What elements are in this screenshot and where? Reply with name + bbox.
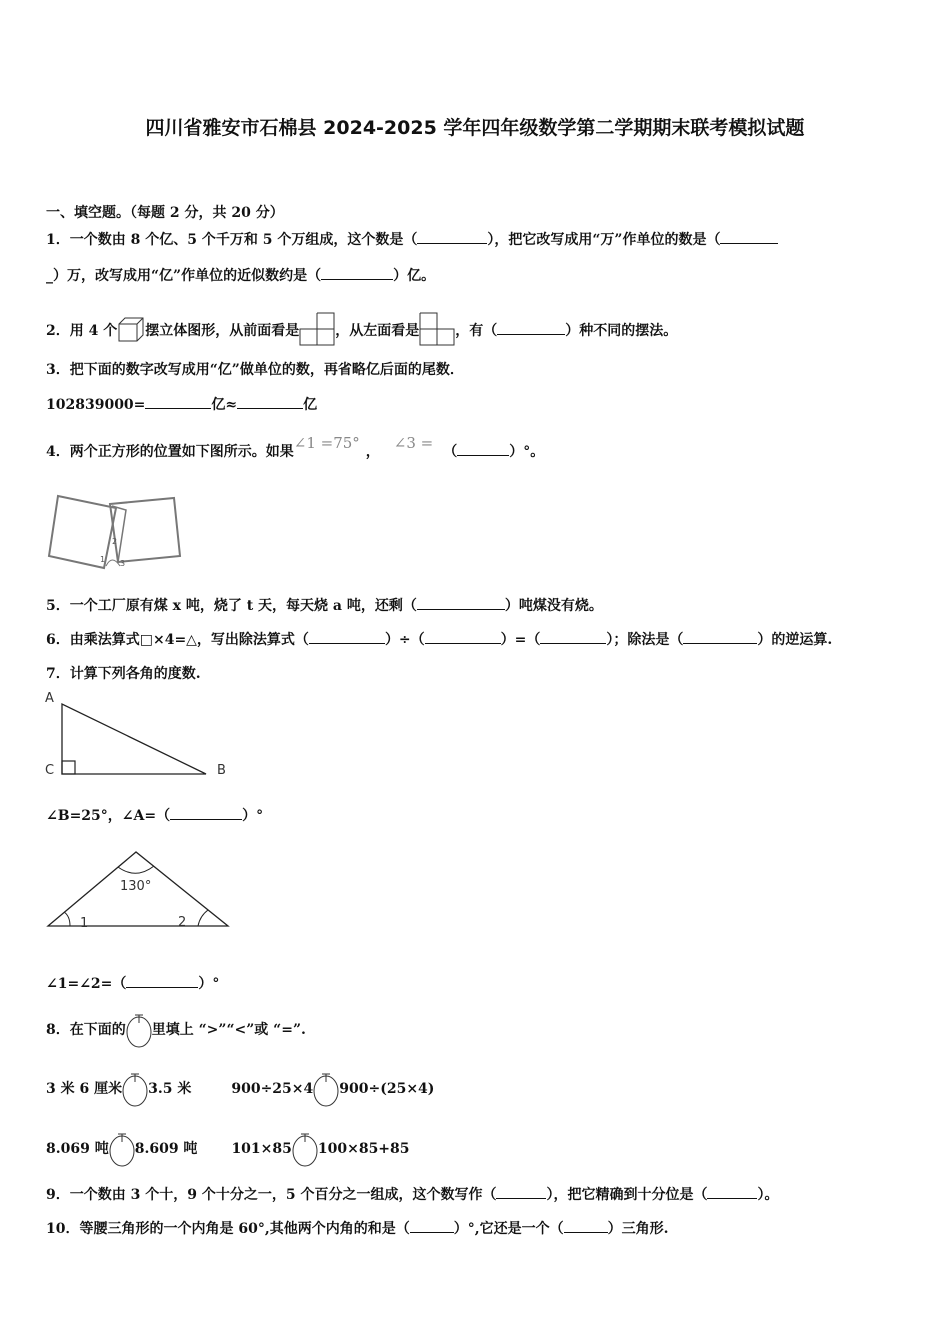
question-1-line-1 bbox=[46, 229, 778, 249]
answer-blank[interactable] bbox=[564, 1218, 608, 1233]
angle-label-1: 1 bbox=[100, 555, 106, 564]
q4-text-d: ）°。 bbox=[509, 444, 545, 460]
q1-text-a: 1．一个数由 8 个亿、5 个千万和 5 个万组成，这个数是（ bbox=[46, 232, 418, 248]
q10-text-a: 10．等腰三角形的一个内角是 60°,其他两个内角的和是（ bbox=[46, 1221, 410, 1237]
question-3: 3．把下面的数字改写成用“亿”做单位的数，再省略亿后面的尾数． bbox=[46, 362, 464, 378]
answer-blank[interactable] bbox=[683, 629, 757, 644]
q2-text-a: 2．用 4 个 bbox=[46, 323, 118, 339]
q6-text-d: ）；除法是（ bbox=[606, 632, 684, 648]
answer-blank[interactable] bbox=[321, 265, 393, 280]
q9-text-a: 9．一个数由 3 个十，9 个十分之一，5 个百分之一组成，这个数写作（ bbox=[46, 1187, 497, 1203]
q2-text-d: ，有（ bbox=[455, 323, 498, 339]
q1-text-c: _）万，改写成用“亿”作单位的近似数约是（ bbox=[46, 268, 322, 284]
q6-text-a: 6．由乘法算式□×4=△，写出除法算式（ bbox=[46, 632, 309, 648]
answer-blank[interactable] bbox=[497, 320, 565, 335]
question-8-row-2 bbox=[46, 1131, 410, 1167]
side-view-icon bbox=[419, 312, 455, 350]
q1-text-d: ）亿。 bbox=[393, 268, 436, 284]
q7-text-e: ）° bbox=[198, 976, 220, 992]
q10-text-b: ）°,它还是一个（ bbox=[453, 1221, 564, 1237]
q6-text-c: ）=（ bbox=[500, 632, 541, 648]
q9-text-c: ）。 bbox=[757, 1187, 779, 1203]
q3-number: 102839000= bbox=[46, 397, 146, 413]
q7-text-d: ∠1=∠2=（ bbox=[46, 976, 127, 992]
answer-blank[interactable] bbox=[309, 629, 385, 644]
angle-3-formula: ∠3 = bbox=[393, 434, 434, 452]
question-10 bbox=[46, 1218, 668, 1238]
q4-text-b: ， bbox=[365, 444, 380, 460]
q8-r2a: 8.069 吨 bbox=[46, 1141, 109, 1157]
q5-text-b: ）吨煤没有烧。 bbox=[504, 598, 603, 614]
answer-blank[interactable] bbox=[707, 1184, 757, 1199]
answer-blank[interactable] bbox=[410, 1218, 454, 1233]
q8-r1c: 900÷25×4 bbox=[231, 1081, 314, 1097]
answer-blank[interactable] bbox=[496, 1184, 546, 1199]
question-6 bbox=[46, 629, 832, 649]
angle-1-formula: ∠1 =75° bbox=[293, 434, 360, 452]
answer-blank[interactable] bbox=[457, 441, 509, 456]
q2-text-c: ，从左面看是 bbox=[335, 323, 420, 339]
vertex-label-a: A bbox=[45, 691, 54, 706]
question-4 bbox=[46, 434, 544, 461]
q4-text-a: 4．两个正方形的位置如下图所示。如果 bbox=[46, 444, 294, 460]
q4-text-c: （ bbox=[443, 444, 458, 460]
apex-angle-label: 130° bbox=[120, 879, 152, 894]
question-5 bbox=[46, 595, 603, 615]
answer-blank[interactable] bbox=[145, 394, 211, 409]
answer-blank[interactable] bbox=[720, 229, 778, 244]
q3-text-d: 亿 bbox=[303, 397, 318, 413]
question-8-row-1 bbox=[46, 1071, 434, 1107]
question-7: 7．计算下列各角的度数. bbox=[46, 666, 201, 682]
angle-label-2: 2 bbox=[112, 537, 118, 546]
answer-blank[interactable] bbox=[540, 629, 606, 644]
q8-r2b: 8.609 吨 bbox=[134, 1141, 198, 1157]
q7-text-c: ）° bbox=[242, 808, 264, 824]
right-triangle-figure bbox=[40, 688, 240, 787]
q9-text-b: ），把它精确到十分位是（ bbox=[546, 1187, 708, 1203]
answer-blank[interactable] bbox=[417, 229, 487, 244]
answer-blank[interactable] bbox=[425, 629, 501, 644]
answer-blank[interactable] bbox=[237, 394, 303, 409]
two-squares-figure bbox=[46, 492, 186, 576]
q8-r1a: 3 米 6 厘米 bbox=[46, 1081, 123, 1097]
question-7-part-1 bbox=[46, 805, 263, 825]
question-8 bbox=[46, 1012, 306, 1048]
q8-r2d: 100×85+85 bbox=[317, 1141, 410, 1157]
page-title: 四川省雅安市石棉县 2024-2025 学年四年级数学第二学期期末联考模拟试题 bbox=[145, 117, 805, 139]
q1-text-b: ），把它改写成用“万”作单位的数是（ bbox=[487, 232, 721, 248]
answer-blank[interactable] bbox=[417, 595, 505, 610]
q8-r1d: 900÷(25×4) bbox=[339, 1081, 435, 1097]
question-7-part-2 bbox=[46, 973, 219, 993]
q2-text-b: 摆立体图形，从前面看是 bbox=[145, 323, 300, 339]
question-9 bbox=[46, 1184, 778, 1204]
obtuse-triangle-figure bbox=[44, 846, 234, 935]
section-heading: 一、填空题。（每题 2 分，共 20 分） bbox=[46, 205, 284, 221]
answer-blank[interactable] bbox=[170, 805, 242, 820]
q8-r1b: 3.5 米 bbox=[148, 1081, 192, 1097]
vertex-label-b: B bbox=[217, 763, 226, 778]
q6-text-e: ）的逆运算. bbox=[757, 632, 833, 648]
angle-label-1: 1 bbox=[80, 916, 89, 931]
answer-blank[interactable] bbox=[126, 973, 198, 988]
q10-text-c: ）三角形. bbox=[607, 1221, 669, 1237]
question-1-line-2 bbox=[46, 265, 435, 285]
vertex-label-c: C bbox=[45, 763, 55, 778]
q7-text-b: ∠B=25°，∠A=（ bbox=[46, 808, 171, 824]
q8-r2c: 101×85 bbox=[231, 1141, 292, 1157]
cube-icon bbox=[117, 316, 145, 346]
q8-text-b: 里填上 “>”“<”或 “=”. bbox=[151, 1022, 306, 1038]
q3-text-c: 亿≈ bbox=[211, 397, 238, 413]
question-3-answer bbox=[46, 394, 317, 414]
angle-label-3: 3 bbox=[120, 559, 126, 568]
q8-text-a: 8．在下面的 bbox=[46, 1022, 126, 1038]
compare-circle[interactable] bbox=[122, 1071, 148, 1107]
angle-label-2: 2 bbox=[178, 915, 187, 930]
front-view-icon bbox=[299, 312, 335, 350]
q2-text-e: ）种不同的摆法。 bbox=[565, 323, 678, 339]
answer-circle-icon bbox=[126, 1012, 152, 1048]
q5-text-a: 5．一个工厂原有煤 x 吨，烧了 t 天，每天烧 a 吨，还剩（ bbox=[46, 598, 417, 614]
compare-circle[interactable] bbox=[292, 1131, 318, 1167]
q6-text-b: ）÷（ bbox=[384, 632, 425, 648]
compare-circle[interactable] bbox=[109, 1131, 135, 1167]
question-2 bbox=[46, 312, 677, 350]
compare-circle[interactable] bbox=[313, 1071, 339, 1107]
